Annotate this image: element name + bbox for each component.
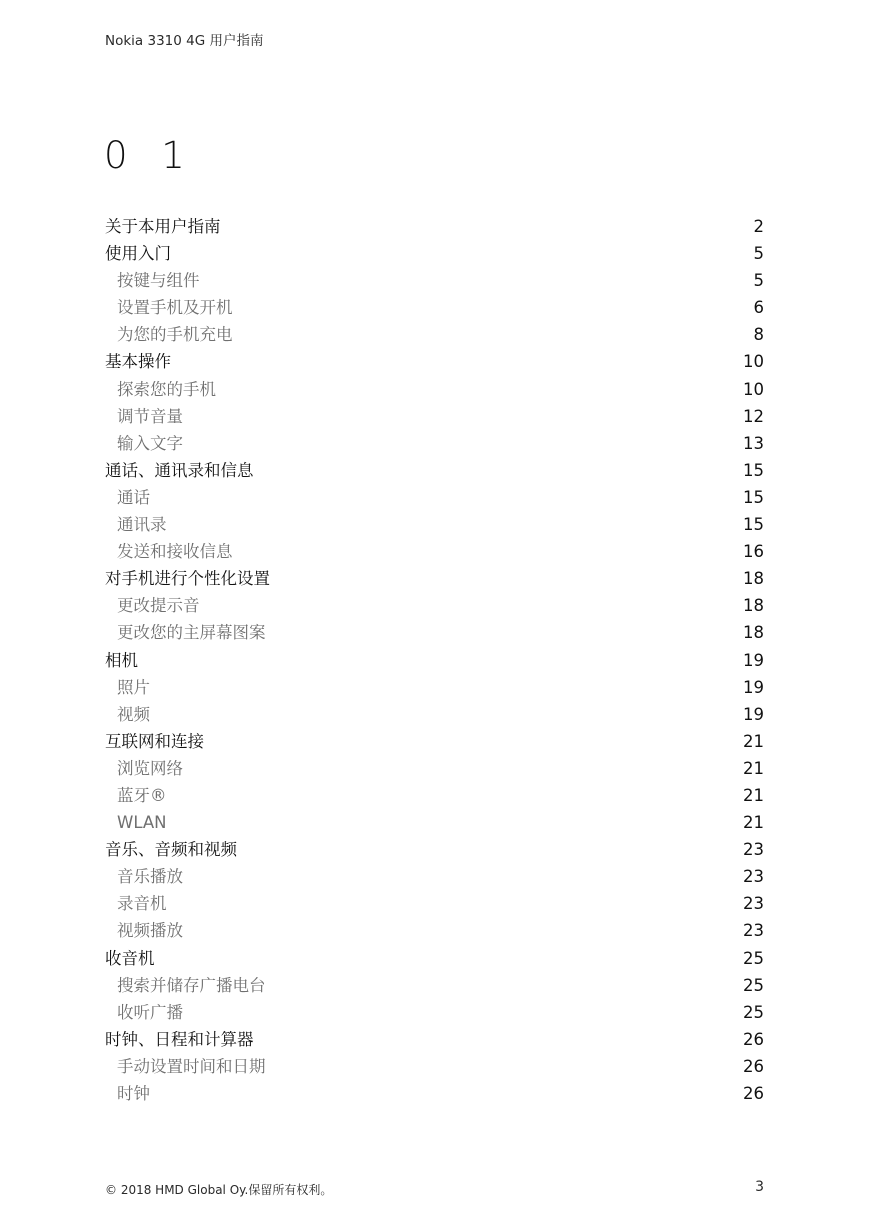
toc-subsection-entry[interactable]: [105, 294, 764, 321]
toc-entry-title: 照片: [117, 677, 150, 697]
toc-section-entry[interactable]: [105, 728, 764, 755]
toc-entry-title: 通话: [117, 487, 150, 507]
toc-entry-title: 收音机: [105, 948, 155, 968]
toc-entry-page-number: 21: [743, 758, 764, 778]
toc-section-entry[interactable]: [105, 240, 764, 267]
toc-entry-page-number: 10: [743, 352, 764, 372]
toc-entry-page-number: 19: [743, 704, 764, 724]
toc-entry-title: 发送和接收信息: [117, 542, 233, 562]
toc-entry-title: 使用入门: [105, 244, 171, 264]
toc-entry-page-number: 16: [743, 542, 764, 562]
toc-entry-page-number: 15: [743, 487, 764, 507]
toc-entry-page-number: 18: [743, 596, 764, 616]
toc-entry-page-number: 19: [743, 650, 764, 670]
toc-entry-page-number: 21: [743, 813, 764, 833]
toc-entry-page-number: 5: [753, 271, 764, 291]
toc-entry-page-number: 25: [743, 1002, 764, 1022]
toc-entry-title: WLAN: [117, 813, 167, 833]
toc-subsection-entry[interactable]: [105, 890, 764, 917]
toc-entry-page-number: 21: [743, 731, 764, 751]
toc-entry-title: 探索您的手机: [117, 379, 216, 399]
toc-entry-title: 更改提示音: [117, 596, 200, 616]
toc-subsection-entry[interactable]: [105, 376, 764, 403]
toc-entry-page-number: 26: [743, 1084, 764, 1103]
toc-entry-page-number: 26: [743, 1029, 764, 1049]
toc-entry-page-number: 18: [743, 623, 764, 643]
toc-entry-page-number: 12: [743, 406, 764, 426]
toc-entry-page-number: 23: [743, 867, 764, 887]
toc-entry-page-number: 6: [753, 298, 764, 318]
toc-entry-page-number: 8: [753, 325, 764, 345]
toc-section-entry[interactable]: [105, 348, 764, 375]
toc-entry-title: 录音机: [117, 894, 167, 914]
toc-entry-page-number: 23: [743, 921, 764, 941]
toc-subsection-entry[interactable]: [105, 511, 764, 538]
toc-entry-page-number: 23: [743, 840, 764, 860]
toc-entry-title: 收听广播: [117, 1002, 183, 1022]
toc-entry-page-number: 18: [743, 569, 764, 589]
toc-entry-title: 通话、通讯录和信息: [105, 460, 254, 480]
toc-subsection-entry[interactable]: [105, 267, 764, 294]
toc-subsection-entry[interactable]: [105, 403, 764, 430]
toc-entry-page-number: 25: [743, 948, 764, 968]
toc-section-entry[interactable]: [105, 836, 764, 863]
toc-subsection-entry[interactable]: [105, 619, 764, 646]
table-of-contents: [105, 213, 764, 1107]
toc-entry-page-number: 10: [743, 379, 764, 399]
toc-subsection-entry[interactable]: [105, 701, 764, 728]
toc-section-entry[interactable]: [105, 1026, 764, 1053]
toc-subsection-entry[interactable]: [105, 863, 764, 890]
toc-entry-title: 手动设置时间和日期: [117, 1056, 266, 1076]
chapter-number: 0 1: [104, 134, 196, 177]
toc-subsection-entry[interactable]: [105, 999, 764, 1026]
toc-entry-page-number: 2: [753, 217, 764, 236]
toc-entry-page-number: 15: [743, 515, 764, 535]
toc-entry-page-number: 13: [743, 433, 764, 453]
toc-entry-title: 时钟: [117, 1084, 150, 1103]
toc-entry-title: 视频播放: [117, 921, 183, 941]
toc-entry-page-number: 25: [743, 975, 764, 995]
toc-entry-title: 音乐、音频和视频: [105, 840, 237, 860]
toc-section-entry[interactable]: [105, 647, 764, 674]
toc-entry-title: 音乐播放: [117, 867, 183, 887]
toc-entry-title: 时钟、日程和计算器: [105, 1029, 254, 1049]
toc-section-entry[interactable]: [105, 945, 764, 972]
toc-entry-title: 基本操作: [105, 352, 171, 372]
toc-entry-page-number: 26: [743, 1056, 764, 1076]
toc-entry-title: 相机: [105, 650, 138, 670]
toc-entry-title: 浏览网络: [117, 758, 183, 778]
toc-entry-title: 按键与组件: [117, 271, 200, 291]
toc-entry-title: 调节音量: [117, 406, 183, 426]
toc-subsection-entry[interactable]: [105, 1080, 764, 1107]
toc-subsection-entry[interactable]: [105, 755, 764, 782]
toc-entry-title: 蓝牙®: [117, 785, 167, 805]
toc-entry-title: 为您的手机充电: [117, 325, 233, 345]
toc-subsection-entry[interactable]: [105, 917, 764, 944]
toc-entry-page-number: 19: [743, 677, 764, 697]
toc-entry-page-number: 23: [743, 894, 764, 914]
toc-section-entry[interactable]: [105, 457, 764, 484]
toc-subsection-entry[interactable]: [105, 484, 764, 511]
toc-subsection-entry[interactable]: [105, 538, 764, 565]
toc-entry-page-number: 5: [753, 244, 764, 264]
toc-entry-title: 通讯录: [117, 515, 167, 535]
toc-entry-title: 视频: [117, 704, 150, 724]
toc-entry-title: 设置手机及开机: [117, 298, 233, 318]
toc-subsection-entry[interactable]: [105, 1053, 764, 1080]
toc-subsection-entry[interactable]: [105, 972, 764, 999]
toc-subsection-entry[interactable]: [105, 430, 764, 457]
toc-section-entry[interactable]: [105, 213, 764, 240]
toc-entry-title: 关于本用户指南: [105, 217, 221, 236]
toc-entry-title: 更改您的主屏幕图案: [117, 623, 266, 643]
toc-subsection-entry[interactable]: [105, 782, 764, 809]
toc-entry-title: 互联网和连接: [105, 731, 204, 751]
toc-subsection-entry[interactable]: [105, 809, 764, 836]
toc-entry-title: 输入文字: [117, 433, 183, 453]
toc-entry-page-number: 15: [743, 460, 764, 480]
toc-subsection-entry[interactable]: [105, 592, 764, 619]
toc-subsection-entry[interactable]: [105, 321, 764, 348]
toc-entry-title: 对手机进行个性化设置: [105, 569, 270, 589]
toc-section-entry[interactable]: [105, 565, 764, 592]
toc-subsection-entry[interactable]: [105, 674, 764, 701]
toc-entry-page-number: 21: [743, 785, 764, 805]
toc-entry-title: 搜索并储存广播电台: [117, 975, 266, 995]
document-header-title: Nokia 3310 4G 用户指南: [105, 33, 264, 49]
footer-copyright: © 2018 HMD Global Oy.保留所有权利。: [105, 1183, 333, 1197]
footer-page-number: 3: [755, 1179, 764, 1195]
